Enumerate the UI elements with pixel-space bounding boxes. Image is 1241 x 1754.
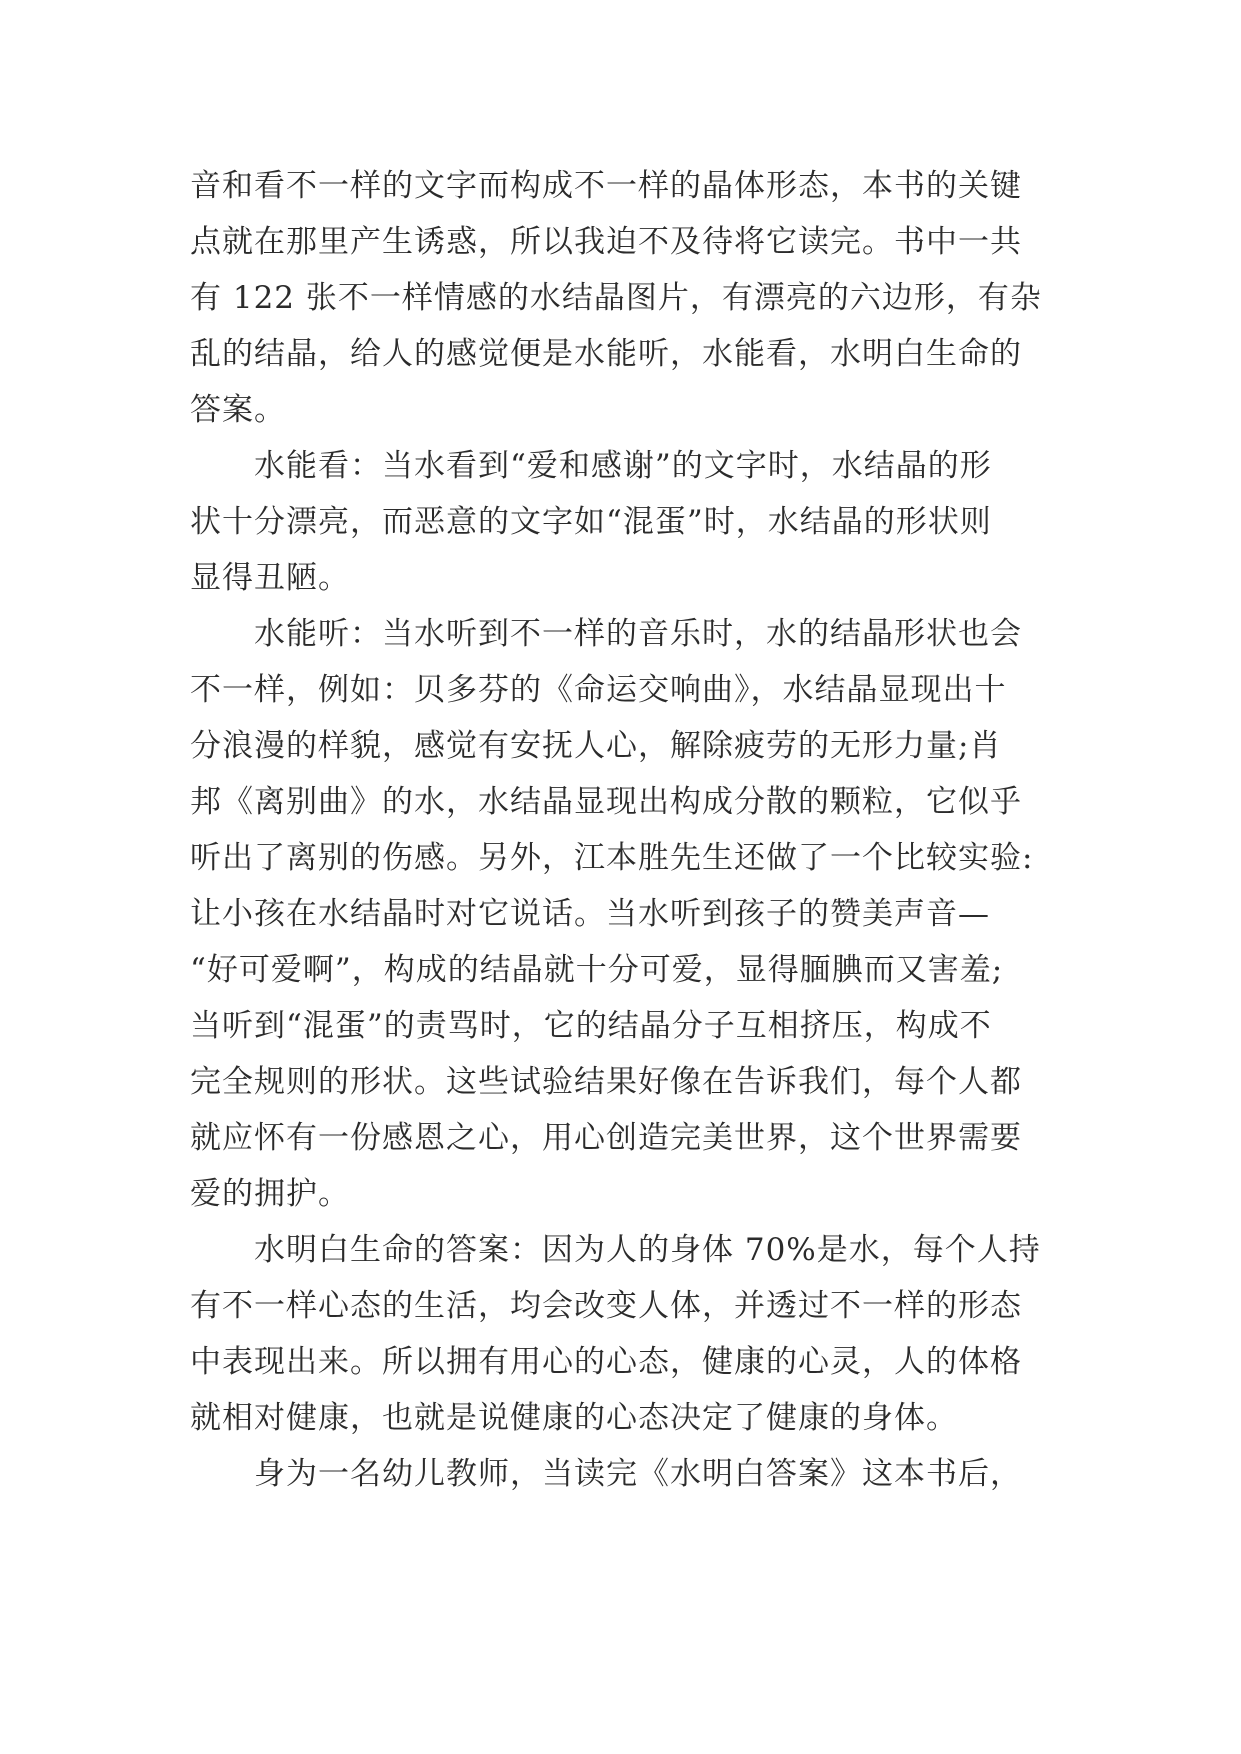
text-line: 分浪漫的样貌，感觉有安抚人心，解除疲劳的无形力量;肖: [190, 728, 1002, 764]
paragraph-2: [190, 438, 1060, 606]
text-line: 答案。: [190, 392, 286, 428]
text-line: 有 122 张不一样情感的水结晶图片，有漂亮的六边形，有杂: [190, 280, 1042, 316]
text-line: “好可爱啊”，构成的结晶就十分可爱，显得腼腆而又害羞;: [190, 952, 1004, 988]
text-line: 水能听：当水听到不一样的音乐时，水的结晶形状也会: [254, 616, 1022, 652]
text-line: 爱的拥护。: [190, 1176, 350, 1212]
text-line: 不一样，例如：贝多芬的《命运交响曲》，水结晶显现出十: [190, 672, 1007, 708]
text-line: 就相对健康，也就是说健康的心态决定了健康的身体。: [190, 1400, 958, 1436]
text-line: 音和看不一样的文字而构成不一样的晶体形态，本书的关键: [190, 168, 1022, 204]
paragraph-3: [190, 606, 1060, 1222]
text-line: 完全规则的形状。这些试验结果好像在告诉我们，每个人都: [190, 1064, 1022, 1100]
text-line: 显得丑陋。: [190, 560, 350, 596]
text-line: 点就在那里产生诱惑，所以我迫不及待将它读完。书中一共: [190, 224, 1022, 260]
text-line: 水能看：当水看到“爱和感谢”的文字时，水结晶的形: [254, 448, 992, 484]
text-line: 有不一样心态的生活，均会改变人体，并透过不一样的形态: [190, 1288, 1022, 1324]
paragraph-1: [190, 158, 1060, 438]
text-line: 中表现出来。所以拥有用心的心态，健康的心灵，人的体格: [190, 1344, 1022, 1380]
body-text: [190, 158, 1060, 1502]
text-line: 乱的结晶，给人的感觉便是水能听，水能看，水明白生命的: [190, 336, 1022, 372]
text-line: 当听到“混蛋”的责骂时，它的结晶分子互相挤压，构成不: [190, 1008, 992, 1044]
text-line: 水明白生命的答案：因为人的身体 70%是水，每个人持: [254, 1232, 1041, 1268]
paragraph-5: [190, 1446, 1060, 1502]
text-line: 听出了离别的伤感。另外，江本胜先生还做了一个比较实验:: [190, 840, 1034, 876]
paragraph-4: [190, 1222, 1060, 1446]
text-line: 邦《离别曲》的水，水结晶显现出构成分散的颗粒，它似乎: [190, 784, 1022, 820]
text-line: 就应怀有一份感恩之心，用心创造完美世界，这个世界需要: [190, 1120, 1022, 1156]
text-line: 身为一名幼儿教师，当读完《水明白答案》这本书后，: [254, 1456, 1022, 1492]
text-line: 让小孩在水结晶时对它说话。当水听到孩子的赞美声音—: [190, 896, 990, 932]
text-line: 状十分漂亮，而恶意的文字如“混蛋”时，水结晶的形状则: [190, 504, 992, 540]
